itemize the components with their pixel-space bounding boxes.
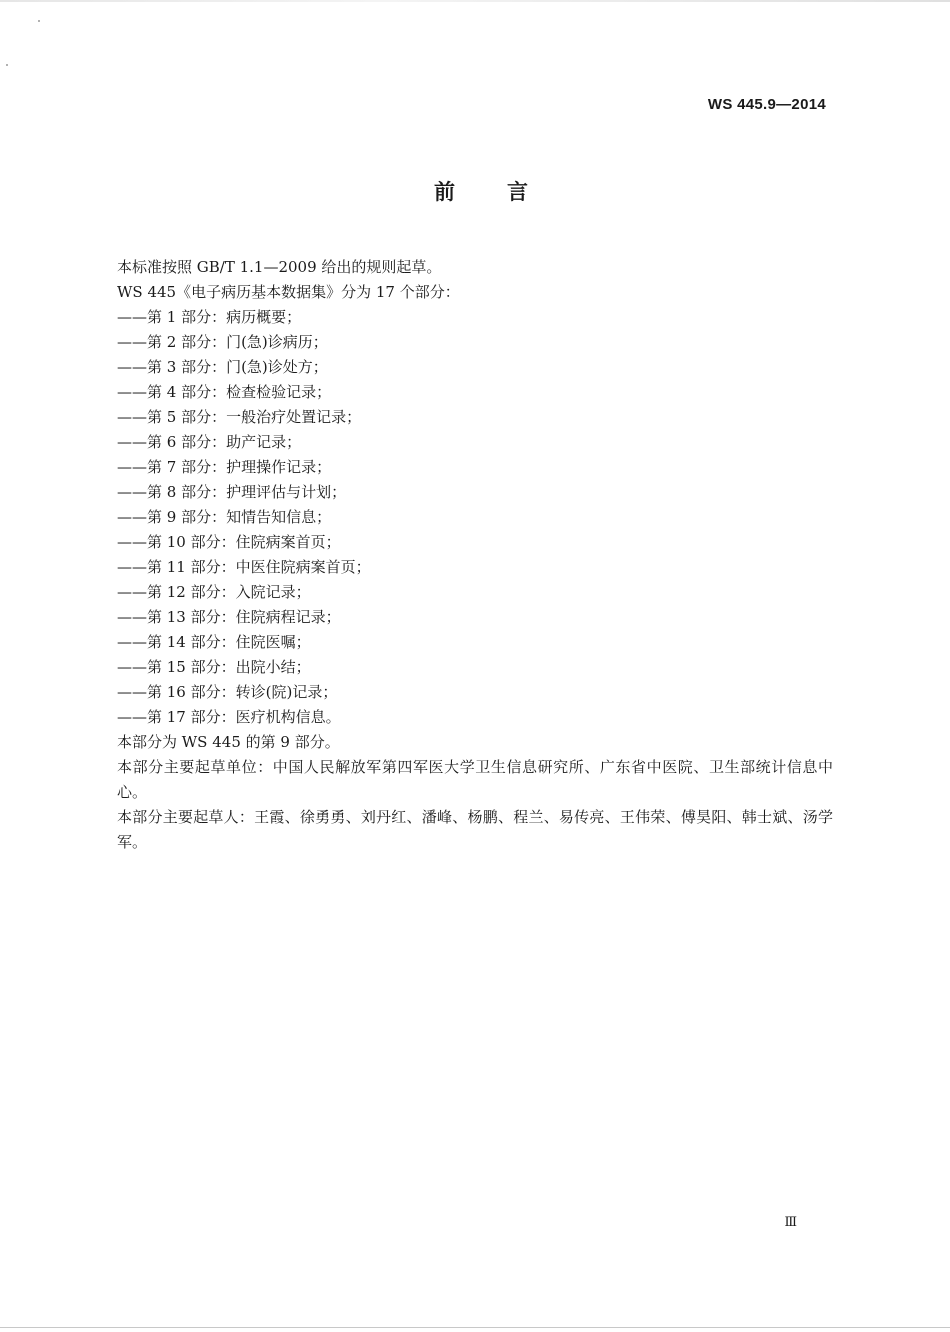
part-list-item: ——第 14 部分：住院医嘱；: [117, 633, 311, 651]
part-list-item: ——第 6 部分：助产记录；: [117, 433, 302, 451]
part-list-item: ——第 17 部分：医疗机构信息。: [117, 708, 341, 726]
part-list-item: ——第 4 部分：检查检验记录；: [117, 383, 332, 401]
part-list-item: ——第 10 部分：住院病案首页；: [117, 533, 341, 551]
paragraph: 本部分为 WS 445 的第 9 部分。: [117, 733, 340, 751]
part-list-item: ——第 2 部分：门(急)诊病历；: [117, 333, 328, 351]
page-bottom-edge: [0, 1327, 950, 1328]
page-top-edge: [0, 0, 950, 2]
part-list-item: ——第 12 部分：入院记录；: [117, 583, 311, 601]
page-title: 前言: [434, 180, 580, 204]
standard-number: WS 445.9—2014: [707, 96, 826, 113]
drafters-paragraph: 本部分主要起草人：王霞、徐勇勇、刘丹红、潘峰、杨鹏、程兰、易传亮、王伟荣、傅昊阳、韩士斌、汤学军。: [117, 808, 833, 851]
document-body: [83, 255, 833, 855]
part-list-item: ——第 16 部分：转诊(院)记录；: [117, 683, 338, 701]
page-number: Ⅲ: [784, 1215, 797, 1230]
part-list-item: ——第 13 部分：住院病程记录；: [117, 608, 341, 626]
paragraph: 本标准按照 GB/T 1.1—2009 给出的规则起草。: [117, 258, 442, 276]
part-list-item: ——第 5 部分：一般治疗处置记录；: [117, 408, 362, 426]
part-list-item: ——第 7 部分：护理操作记录；: [117, 458, 332, 476]
scan-speck: [38, 20, 40, 22]
part-list-item: ——第 15 部分：出院小结；: [117, 658, 311, 676]
part-list-item: ——第 1 部分：病历概要；: [117, 308, 302, 326]
drafting-units-paragraph: 本部分主要起草单位：中国人民解放军第四军医大学卫生信息研究所、广东省中医院、卫生部统计信息中心。: [117, 758, 833, 801]
part-list-item: ——第 9 部分：知情告知信息；: [117, 508, 332, 526]
part-list-item: ——第 8 部分：护理评估与计划；: [117, 483, 347, 501]
paragraph: WS 445《电子病历基本数据集》分为 17 个部分：: [117, 283, 460, 301]
scan-speck: [6, 64, 8, 66]
part-list-item: ——第 11 部分：中医住院病案首页；: [117, 558, 371, 576]
part-list-item: ——第 3 部分：门(急)诊处方；: [117, 358, 328, 376]
